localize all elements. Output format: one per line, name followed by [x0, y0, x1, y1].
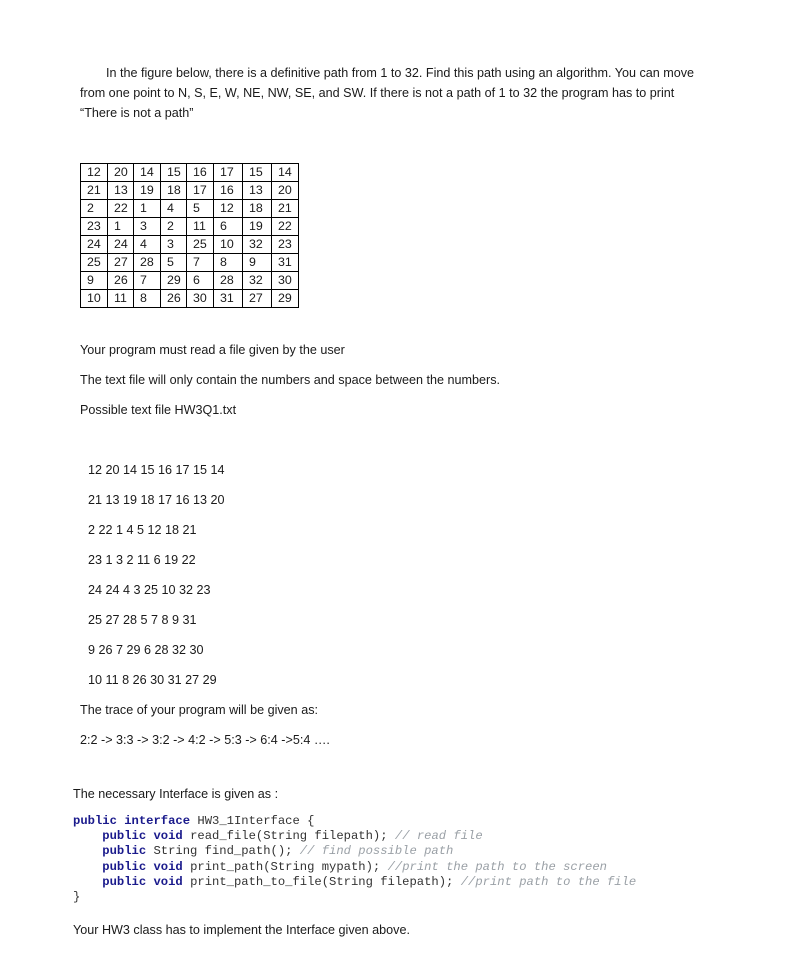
grid-cell: 15	[243, 164, 272, 182]
grid-cell: 26	[161, 290, 187, 308]
grid-cell: 18	[243, 200, 272, 218]
grid-cell: 23	[81, 218, 108, 236]
grid-cell: 30	[272, 272, 299, 290]
grid-cell: 6	[187, 272, 214, 290]
grid-cell: 13	[108, 182, 134, 200]
grid-cell: 20	[272, 182, 299, 200]
grid-cell: 29	[161, 272, 187, 290]
closing-text: Your HW3 class has to implement the Interface given above.	[73, 923, 410, 937]
grid-cell: 30	[187, 290, 214, 308]
file-line: 24 24 4 3 25 10 32 23	[88, 583, 211, 597]
grid-cell: 25	[187, 236, 214, 254]
grid-cell: 9	[81, 272, 108, 290]
grid-cell: 20	[108, 164, 134, 182]
code-comment: // find possible path	[299, 844, 454, 859]
file-line: 25 27 28 5 7 8 9 31	[88, 613, 197, 627]
code-keyword: interface	[124, 814, 191, 828]
grid-cell: 29	[272, 290, 299, 308]
grid-cell: 32	[243, 272, 272, 290]
interface-label: The necessary Interface is given as :	[73, 787, 279, 801]
grid-cell: 7	[134, 272, 161, 290]
grid-row	[81, 200, 299, 218]
trace-example: 2:2 -> 3:3 -> 3:2 -> 4:2 -> 5:3 -> 6:4 ->5:4 ….	[80, 733, 330, 747]
grid-row	[81, 254, 299, 272]
grid-row	[81, 182, 299, 200]
grid-cell: 11	[108, 290, 134, 308]
problem-statement	[80, 63, 710, 123]
file-line: 21 13 19 18 17 16 13 20	[88, 493, 225, 507]
grid-cell: 19	[134, 182, 161, 200]
code-keyword: void	[153, 859, 183, 874]
file-line: 23 1 3 2 11 6 19 22	[88, 553, 196, 567]
grid-cell: 1	[108, 218, 134, 236]
code-keyword: void	[153, 829, 183, 844]
grid-cell: 28	[214, 272, 243, 290]
grid-cell: 24	[108, 236, 134, 254]
grid-cell: 31	[272, 254, 299, 272]
grid-cell: 19	[243, 218, 272, 236]
grid-cell: 13	[243, 182, 272, 200]
code-keyword: public	[73, 814, 117, 828]
grid-cell: 28	[134, 254, 161, 272]
grid-cell: 32	[243, 236, 272, 254]
code-comment: // read file	[394, 829, 483, 844]
code-comment: //print path to the file	[460, 874, 637, 889]
grid-cell: 7	[187, 254, 214, 272]
grid-cell: 8	[214, 254, 243, 272]
grid-cell: 1	[134, 200, 161, 218]
file-content-text: The text file will only contain the numbers and space between the numbers.	[80, 373, 501, 387]
file-line: 9 26 7 29 6 28 32 30	[88, 643, 204, 657]
code-method: print_path(String mypath);	[190, 859, 381, 874]
grid-cell: 24	[81, 236, 108, 254]
grid-cell: 6	[214, 218, 243, 236]
grid-cell: 16	[187, 164, 214, 182]
code-method: read_file(String filepath);	[190, 829, 388, 844]
grid-cell: 22	[108, 200, 134, 218]
grid-cell: 14	[272, 164, 299, 182]
grid-cell: 11	[187, 218, 214, 236]
file-line: 10 11 8 26 30 31 27 29	[88, 673, 217, 687]
grid-cell: 14	[134, 164, 161, 182]
grid-cell: 31	[214, 290, 243, 308]
grid-cell: 16	[214, 182, 243, 200]
grid-cell: 9	[243, 254, 272, 272]
grid-cell: 17	[187, 182, 214, 200]
grid-row	[81, 236, 299, 254]
code-keyword: public	[102, 859, 147, 874]
grid-cell: 5	[187, 200, 214, 218]
grid-row	[81, 290, 299, 308]
grid-cell: 2	[81, 200, 108, 218]
grid-cell: 10	[214, 236, 243, 254]
grid-cell: 25	[81, 254, 108, 272]
code-close-brace: }	[73, 890, 81, 905]
code-method: print_path_to_file(String filepath);	[190, 874, 454, 889]
grid-cell: 18	[161, 182, 187, 200]
interface-code-block	[73, 814, 636, 905]
grid-cell: 23	[272, 236, 299, 254]
grid-cell: 5	[161, 254, 187, 272]
grid-cell: 27	[108, 254, 134, 272]
read-file-text: Your program must read a file given by the user	[80, 343, 345, 357]
grid-cell: 17	[214, 164, 243, 182]
grid-cell: 27	[243, 290, 272, 308]
grid-cell: 10	[81, 290, 108, 308]
grid-cell: 12	[81, 164, 108, 182]
grid-cell: 12	[214, 200, 243, 218]
grid-cell: 21	[81, 182, 108, 200]
file-line: 2 22 1 4 5 12 18 21	[88, 523, 197, 537]
grid-cell: 8	[134, 290, 161, 308]
code-keyword: public	[102, 829, 147, 844]
code-keyword: public	[102, 844, 147, 859]
grid-cell: 2	[161, 218, 187, 236]
grid-row	[81, 218, 299, 236]
code-keyword: void	[153, 874, 183, 889]
possible-file-text: Possible text file HW3Q1.txt	[80, 403, 237, 417]
grid-cell: 21	[272, 200, 299, 218]
grid-cell: 3	[161, 236, 187, 254]
code-interface-name: HW3_1Interface {	[197, 814, 315, 828]
number-grid	[80, 163, 299, 308]
code-comment: //print the path to the screen	[387, 859, 607, 874]
intro-paragraph: In the figure below, there is a definitive path from 1 to 32. Find this path using an algorithm. You can move from one point to N, S, E, W, NE, NW, SE, and SW. If there is not a path of 1 to 32 the program has to print “There is not a path”	[80, 66, 695, 120]
trace-label: The trace of your program will be given as:	[80, 703, 318, 717]
grid-row	[81, 272, 299, 290]
grid-cell: 26	[108, 272, 134, 290]
code-keyword: public	[102, 874, 147, 889]
grid-cell: 4	[161, 200, 187, 218]
file-line: 12 20 14 15 16 17 15 14	[88, 463, 225, 477]
grid-cell: 3	[134, 218, 161, 236]
grid-row	[81, 164, 299, 182]
grid-cell: 22	[272, 218, 299, 236]
code-method: String find_path();	[153, 844, 293, 859]
grid-cell: 15	[161, 164, 187, 182]
grid-cell: 4	[134, 236, 161, 254]
